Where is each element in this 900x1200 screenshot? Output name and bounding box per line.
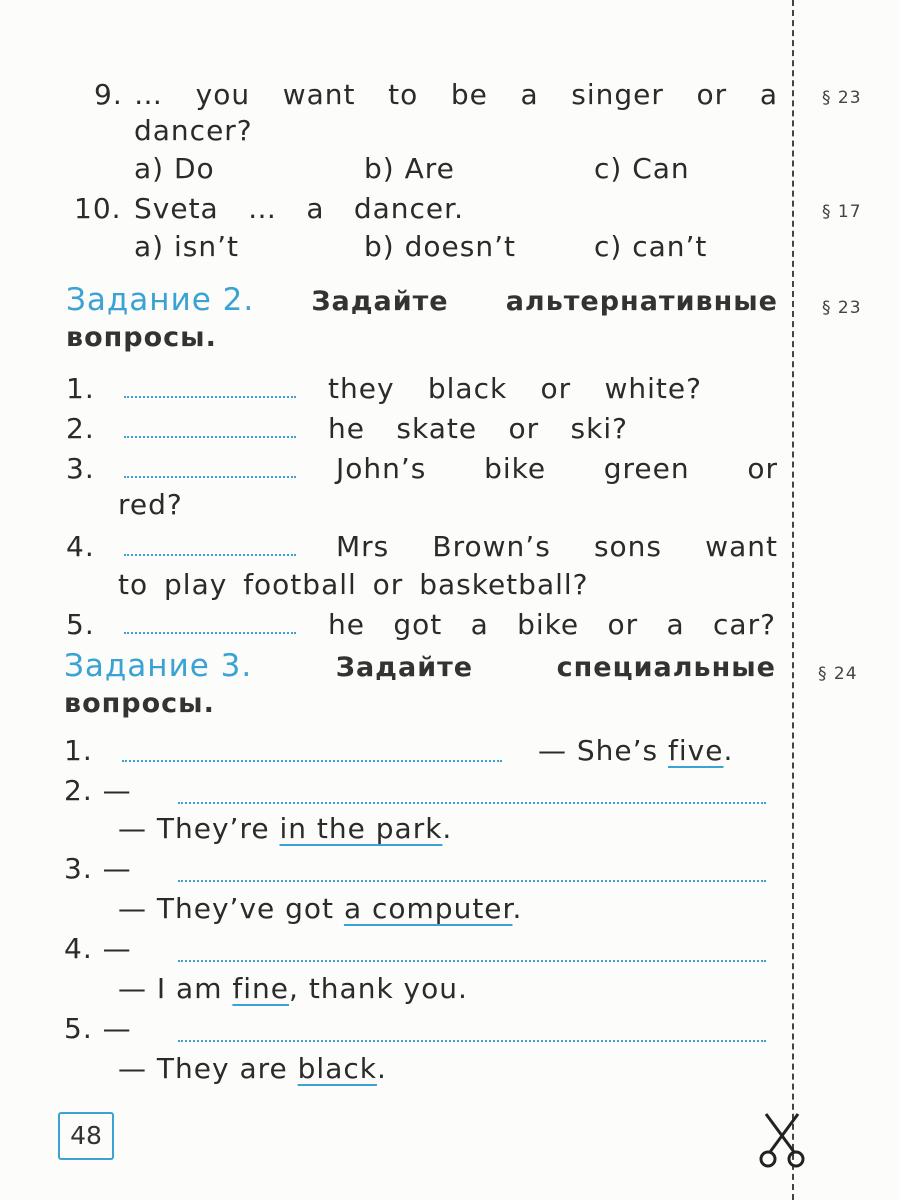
scissors-icon bbox=[758, 1112, 806, 1168]
task3-heading: Задание 3. Задайте специальные bbox=[64, 648, 776, 684]
task3-item-2-number: 2. — bbox=[64, 774, 132, 807]
task2-desc-cont: вопросы. bbox=[66, 322, 217, 353]
task2-item-5-text: he got a bike or a car? bbox=[328, 608, 776, 641]
task2-item-3-text-cont: red? bbox=[118, 488, 183, 521]
task3-item-5-blank[interactable] bbox=[178, 1038, 766, 1042]
task3-item-4-number: 4. — bbox=[64, 932, 132, 965]
task2-item-2-text: he skate or ski? bbox=[328, 412, 628, 445]
task2-item-4-number: 4. bbox=[66, 530, 95, 563]
task2-item-3-blank[interactable] bbox=[124, 474, 296, 478]
q10-ref: § 17 bbox=[822, 202, 862, 222]
q9-number: 9. bbox=[94, 78, 123, 111]
task3-item-3-blank[interactable] bbox=[178, 878, 766, 882]
task2-item-2-number: 2. bbox=[66, 412, 95, 445]
q10-option-c[interactable]: c) can’t bbox=[594, 230, 708, 263]
task2-item-3-text: John’s bike green or bbox=[336, 452, 778, 485]
task2-item-5-number: 5. bbox=[66, 608, 95, 641]
task2-item-1-blank[interactable] bbox=[124, 394, 296, 398]
q9-option-a[interactable]: a) Do bbox=[134, 152, 215, 185]
q10-number: 10. bbox=[74, 192, 122, 225]
task2-item-4-blank[interactable] bbox=[124, 552, 296, 556]
q9-option-b[interactable]: b) Are bbox=[364, 152, 455, 185]
task2-ref: § 23 bbox=[822, 298, 862, 318]
task3-item-4-answer: — I am fine, thank you. bbox=[118, 972, 468, 1005]
task2-item-5-blank[interactable] bbox=[124, 630, 296, 634]
q9-text-cont: dancer? bbox=[134, 114, 253, 147]
task2-item-1-text: they black or white? bbox=[328, 372, 702, 405]
q10-option-b[interactable]: b) doesn’t bbox=[364, 230, 516, 263]
q9-text: … you want to be a singer or a bbox=[134, 78, 778, 111]
task3-item-2-answer: — They’re in the park. bbox=[118, 812, 453, 845]
task3-item-3-answer: — They’ve got a computer. bbox=[118, 892, 523, 925]
task3-item-1-answer: — She’s five. bbox=[538, 734, 734, 767]
task3-item-2-blank[interactable] bbox=[178, 800, 766, 804]
task3-desc-cont: вопросы. bbox=[64, 688, 215, 719]
q10-text: Sveta … a dancer. bbox=[134, 192, 464, 225]
task2-heading: Задание 2. Задайте альтернативные bbox=[66, 282, 778, 318]
task2-item-2-blank[interactable] bbox=[124, 434, 296, 438]
page-number: 48 bbox=[58, 1112, 114, 1160]
task2-item-4-text: Mrs Brown’s sons want bbox=[336, 530, 778, 563]
task3-item-4-blank[interactable] bbox=[178, 958, 766, 962]
task3-item-1-number: 1. bbox=[64, 734, 93, 767]
cut-line bbox=[792, 0, 794, 1200]
task2-item-1-number: 1. bbox=[66, 372, 95, 405]
q9-option-c[interactable]: c) Can bbox=[594, 152, 690, 185]
task2-item-3-number: 3. bbox=[66, 452, 95, 485]
task3-title: Задание 3. bbox=[64, 648, 253, 684]
task3-item-5-answer: — They are black. bbox=[118, 1052, 387, 1085]
task3-item-5-number: 5. — bbox=[64, 1012, 132, 1045]
q10-option-a[interactable]: a) isn’t bbox=[134, 230, 239, 263]
task3-item-3-number: 3. — bbox=[64, 852, 132, 885]
task3-item-1-blank[interactable] bbox=[122, 758, 502, 762]
task2-item-4-text-cont: to play football or basketball? bbox=[118, 568, 589, 601]
task2-title: Задание 2. bbox=[66, 282, 255, 318]
q9-ref: § 23 bbox=[822, 88, 862, 108]
task3-ref: § 24 bbox=[818, 664, 858, 684]
